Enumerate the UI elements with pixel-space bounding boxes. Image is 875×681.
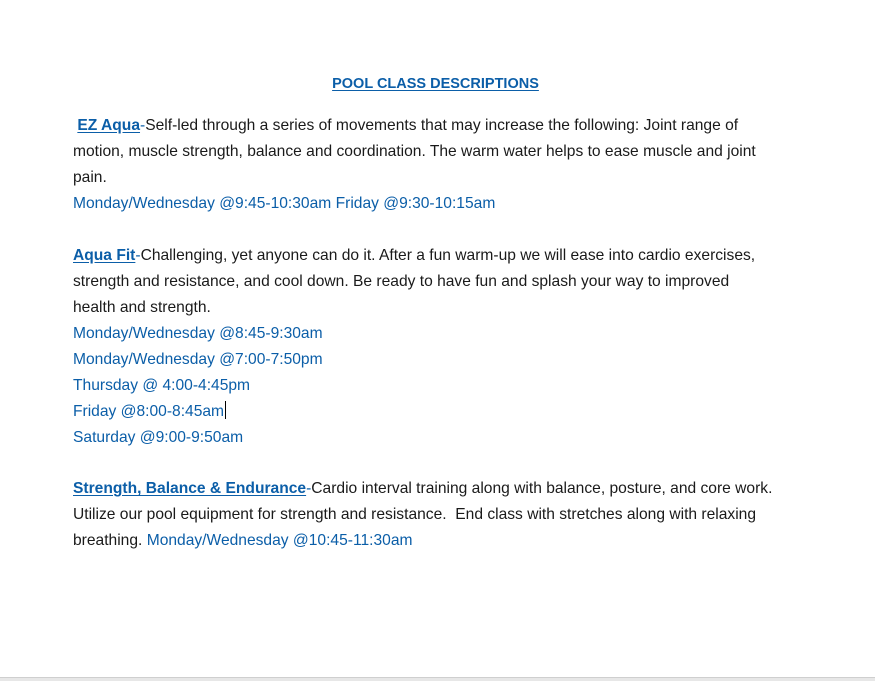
page-title: POOL CLASS DESCRIPTIONS bbox=[332, 76, 539, 92]
aqua-fit-schedule-4-row bbox=[73, 399, 808, 425]
aqua-fit-line-1 bbox=[73, 243, 808, 269]
strength-desc-1: Cardio interval training along with balance, posture, and core work. bbox=[311, 480, 773, 497]
strength-desc-2: Utilize our pool equipment for strength and resistance. End class with stretches along with relaxing bbox=[73, 506, 757, 523]
strength-line-1 bbox=[73, 476, 808, 502]
aqua-fit-schedule-3: Thursday @ 4:00-4:45pm bbox=[73, 377, 251, 394]
strength-desc-3: breathing. bbox=[73, 532, 147, 549]
strength-dash: - bbox=[306, 480, 312, 497]
page-bottom-edge bbox=[0, 677, 875, 681]
strength-schedule: Monday/Wednesday @10:45-11:30am bbox=[146, 532, 413, 549]
aqua-fit-schedule-4: Friday @8:00-8:45am bbox=[73, 403, 225, 420]
aqua-fit-schedule-2: Monday/Wednesday @7:00-7:50pm bbox=[73, 351, 323, 368]
aqua-fit-section bbox=[73, 243, 808, 451]
ez-aqua-heading: EZ Aqua bbox=[77, 117, 141, 134]
aqua-fit-desc-2: strength and resistance, and cool down. Be ready to have fun and splash your way to improved bbox=[73, 273, 730, 290]
ez-aqua-desc-1: Self-led through a series of movements that may increase the following: Joint range of bbox=[145, 117, 739, 134]
aqua-fit-heading: Aqua Fit bbox=[73, 247, 136, 264]
ez-aqua-desc-2: motion, muscle strength, balance and coordination. The warm water helps to ease muscle and joint bbox=[73, 143, 756, 160]
strength-line-3 bbox=[73, 528, 808, 554]
aqua-fit-desc-1: Challenging, yet anyone can do it. After a fun warm-up we will ease into cardio exercises, bbox=[140, 247, 756, 264]
strength-heading: Strength, Balance & Endurance bbox=[73, 480, 307, 497]
aqua-fit-desc-3: health and strength. bbox=[73, 299, 211, 316]
text-cursor bbox=[225, 401, 226, 419]
ez-aqua-line-1 bbox=[73, 113, 808, 139]
ez-aqua-desc-3: pain. bbox=[73, 169, 107, 186]
aqua-fit-schedule-1: Monday/Wednesday @8:45-9:30am bbox=[73, 325, 323, 342]
ez-aqua-schedule: Monday/Wednesday @9:45-10:30am Friday @9:30-10:15am bbox=[73, 195, 496, 212]
ez-aqua-dash: - bbox=[140, 117, 146, 134]
ez-aqua-section bbox=[73, 113, 808, 217]
aqua-fit-schedule-5: Saturday @9:00-9:50am bbox=[73, 429, 244, 446]
strength-section bbox=[73, 476, 808, 554]
aqua-fit-dash: - bbox=[135, 247, 141, 264]
